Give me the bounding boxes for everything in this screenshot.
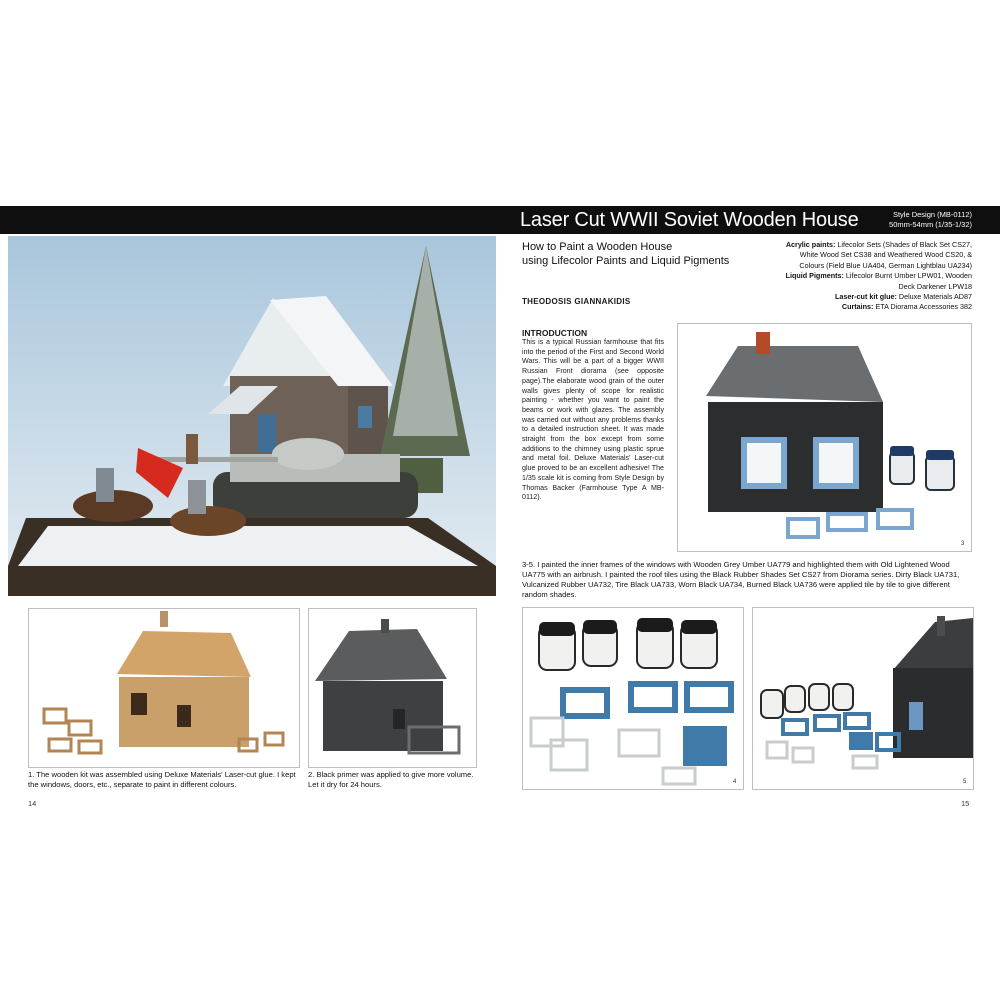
figure-3-photo — [677, 323, 972, 552]
glue-label: Laser-cut kit glue: — [834, 292, 897, 302]
caption-figure-1: 1. The wooden kit was assembled using Deluxe Materials' Laser-cut glue. I kept the windows, doors, etc., separate to paint in different colours. — [28, 770, 296, 789]
subtitle-line-2: using Lifecolor Paints and Liquid Pigments — [522, 255, 730, 267]
page-number-left: 14 — [28, 799, 37, 808]
curtains-label: Curtains: — [841, 302, 874, 312]
caption-figures-3-5: 3-5. I painted the inner frames of the windows with Wooden Grey Umber UA779 and highlighted them with Old Lightened Wood UA775 with an airbrush. I painted the roof tiles using the Black Rubber Shades Set CS27 from Diorama series. Dirty Black UA731, Vulcanized Rubber UA732, Tire Black UA733, Worn Black UA734, Burned Black UA736 were applied tile by tile to give different random shades. — [522, 560, 960, 599]
article-subtitle — [522, 240, 782, 268]
diorama-photo — [8, 236, 496, 596]
figure-5-number: 5 — [963, 779, 967, 785]
page-number-right: 15 — [961, 799, 970, 808]
intro-paragraph: This is a typical Russian farmhouse that fits into the period of the First and Second World Wars. This will be a part of a bigger WWII Russian Front diorama (see opposite page).The elaborate wood grain of the outer walls gives plenty of scope for realistic painting - whether you want to paint the beams or work with glazes. The assembly was carried out without any problems thanks to a detailed instruction sheet. It was made straight from the box except from some additions to the chimney using plastic sprue and metal foil. Deluxe Materials' Laser-cut glue proved to be an excellent adhesive! The 1/35 scale kit is coming from Style Design by Thomas Backer (Farmhouse Type A MB-0112). — [522, 338, 664, 502]
intro-heading: INTRODUCTION — [522, 328, 588, 338]
materials-list — [778, 240, 972, 313]
kit-brand: Style Design (MB-0112) — [892, 210, 972, 219]
figure-3-number: 3 — [961, 541, 965, 547]
pigments-label: Liquid Pigments: — [785, 271, 844, 281]
glue-text: Deluxe Materials AD87 — [898, 292, 972, 302]
author-name: THEODOSIS GIANNAKIDIS — [522, 297, 631, 306]
figure-2-photo — [308, 608, 477, 768]
subtitle-line-1: How to Paint a Wooden House — [522, 241, 673, 253]
curtains-text: ETA Diorama Accessories 382 — [875, 302, 972, 312]
kit-info — [862, 210, 972, 230]
acrylic-text: Lifecolor Sets (Shades of Black Set CS27, White Wood Set CS38 and Weathered Wood CS20, & Colours (Field Blue UA404, German Lightblau UA234) — [799, 240, 972, 270]
figure-4-number: 4 — [733, 779, 737, 785]
figure-4-photo — [522, 607, 744, 790]
caption-figure-2: 2. Black primer was applied to give more volume. Let it dry for 24 hours. — [308, 770, 474, 789]
kit-scale: 50mm-54mm (1/35-1/32) — [889, 220, 972, 229]
acrylic-label: Acrylic paints: — [785, 240, 836, 249]
pigments-text: Lifecolor Burnt Umber LPW01, Wooden Deck Darkener LPW18 — [845, 271, 972, 291]
figure-1-photo — [28, 608, 300, 768]
figure-5-photo — [752, 607, 974, 790]
article-title: Laser Cut WWII Soviet Wooden House — [520, 209, 859, 231]
